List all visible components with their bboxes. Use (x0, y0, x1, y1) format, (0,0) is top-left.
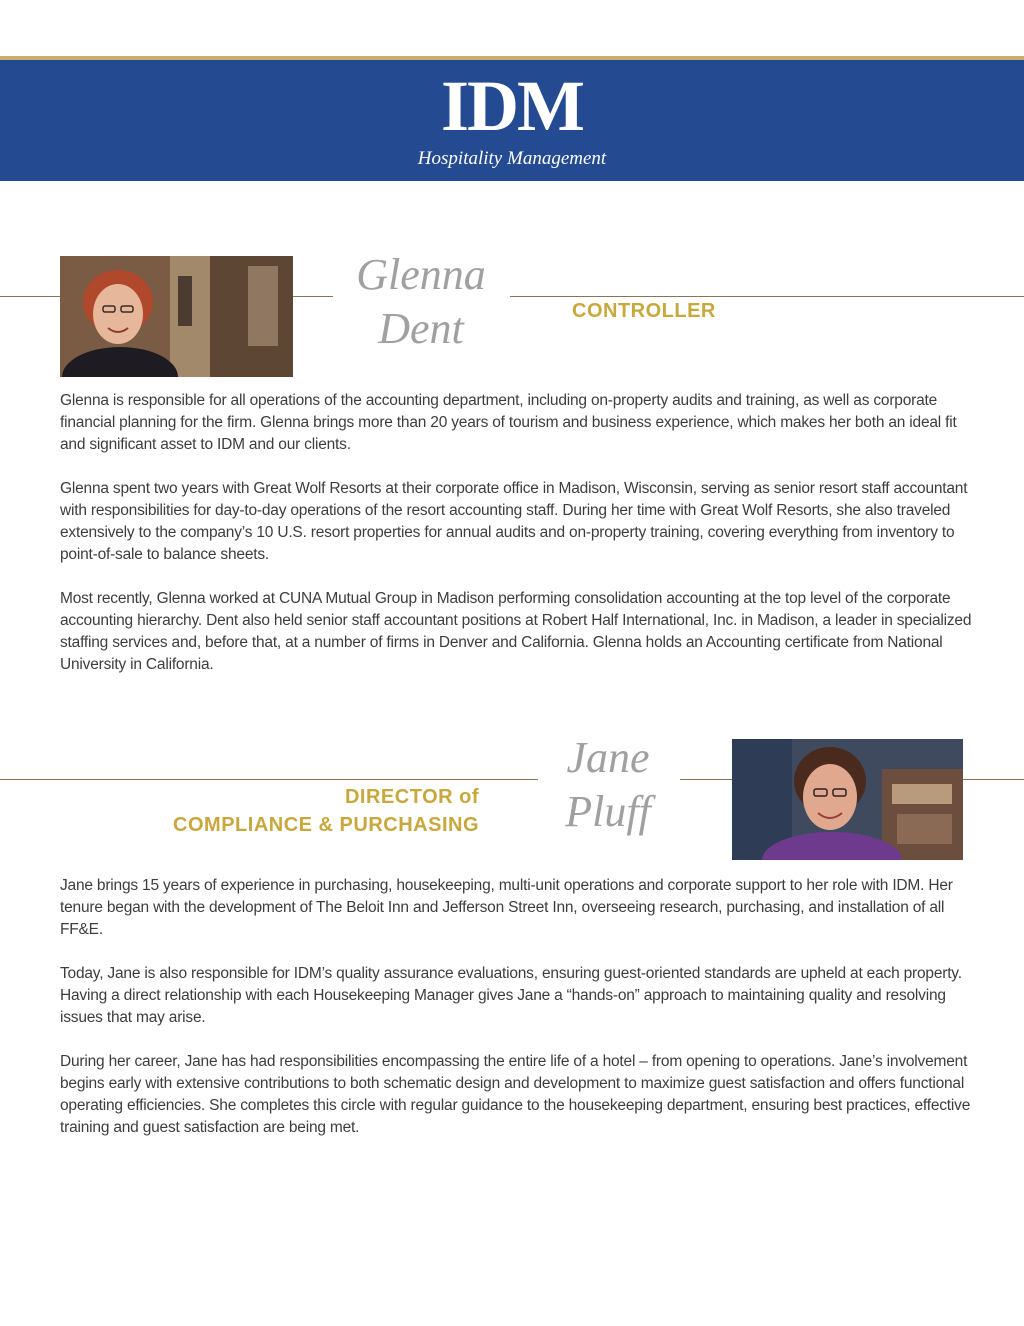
divider-line (680, 779, 732, 780)
bio-glenna (60, 390, 972, 698)
bio-paragraph: Jane brings 15 years of experience in purchasing, housekeeping, multi-unit operations and corporate support to her role with IDM. Her tenure began with the development of The Beloit Inn and Jefferson Street Inn, overseeing research, purchasing, and installation of all FF&E. (60, 877, 953, 938)
bio-paragraph: During her career, Jane has had responsibilities encompassing the entire life of a hotel – from opening to operations. Jane’s involvement begins early with extensive contributions to both schematic design and development to maximize guest satisfaction and offers functional operating efficiencies. She completes this circle with regular guidance to the housekeeping department, ensuring best practices, effective training and guest satisfaction are being met. (60, 1053, 971, 1136)
person-name (336, 248, 506, 356)
last-name: Pluff (565, 787, 651, 836)
idm-logo: IDM (441, 66, 583, 146)
first-name: Glenna (356, 250, 486, 299)
divider-line (0, 296, 60, 297)
jane-portrait-photo (732, 739, 963, 860)
job-title: CONTROLLER (572, 300, 716, 322)
bio-paragraph: Today, Jane is also responsible for IDM’s quality assurance evaluations, ensuring guest-oriented standards are upheld at each property. Having a direct relationship with each Housekeeping Manager gives Jane a “hands-on” approach to maintaining quality and resolving issues that may arise. (60, 965, 962, 1026)
divider-line (293, 296, 333, 297)
header-band (0, 60, 1024, 181)
job-title-line: DIRECTOR of (344, 786, 479, 808)
bio-paragraph: Glenna is responsible for all operations of the accounting department, including on-property audits and training, as well as corporate financial planning for the firm. Glenna brings more than 20 years of tourism and business experience, which makes her both an ideal fit and significant asset to IDM and our clients. (60, 392, 957, 453)
divider-line (0, 779, 538, 780)
divider-line (963, 779, 1024, 780)
first-name: Jane (566, 733, 650, 782)
bio-paragraph: Glenna spent two years with Great Wolf Resorts at their corporate office in Madison, Wisconsin, serving as senior resort staff accountant with responsibilities for day-to-day operations of the resort accounting staff. During her time with Great Wolf Resorts, she also traveled extensively to the company’s 10 U.S. resort properties for annual audits and on-property training, covering everything from inventory to point-of-sale to balance sheets. (60, 480, 968, 563)
bio-paragraph: Most recently, Glenna worked at CUNA Mutual Group in Madison performing consolidation accounting at the top level of the corporate accounting hierarchy. Dent also held senior staff accountant positions at Robert Half International, Inc. in Madison, a leader in specialized staffing services and, before that, at a number of firms in Denver and California. Glenna holds an Accounting certificate from National University in California. (60, 590, 972, 673)
person-name (540, 731, 676, 839)
tagline: Hospitality Management (417, 148, 607, 169)
job-title-line: COMPLIANCE & PURCHASING (173, 814, 479, 836)
last-name: Dent (378, 304, 464, 353)
bio-jane (60, 875, 972, 1161)
job-title (60, 783, 479, 839)
glenna-portrait-photo (60, 256, 293, 377)
